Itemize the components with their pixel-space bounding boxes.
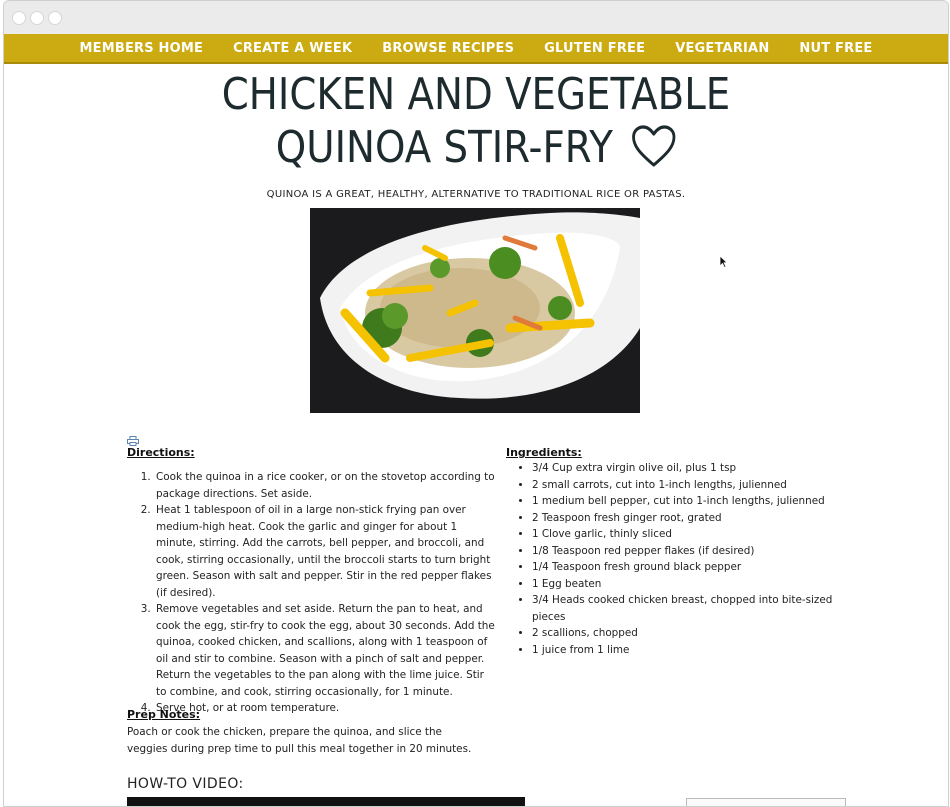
main-nav [4, 34, 948, 64]
recipe-photo [310, 208, 640, 413]
nav-create-a-week[interactable]: CREATE A WEEK [233, 40, 353, 56]
prep-notes-text: Poach or cook the chicken, prepare the quinoa, and slice the veggies during prep time to pull this meal together in 20 minutes. [127, 726, 472, 755]
ingredient-item: • 3/4 Cup extra virgin olive oil, plus 1 tsp [532, 460, 862, 477]
recipe-title [61, 68, 892, 180]
recipe-title-line1: CHICKEN AND VEGETABLE [221, 69, 731, 120]
prep-notes-heading: Prep Notes: [127, 708, 201, 721]
direction-step: 3. Remove vegetables and set aside. Return the pan to heat, and cook the egg, stir-fry to cook the egg, about 30 seconds. Add the quinoa, cooked chicken, and scallions, along with 1 teaspoon of oil and stir to combine. Season with a pinch of salt and pepper. Return the vegetables to the pan along with the lime juice. Stir to combine, and cook, stirring occasionally, for 1 minute. [154, 601, 496, 700]
print-icon[interactable] [127, 431, 139, 441]
direction-step: 4. Serve hot, or at room temperature. [154, 700, 496, 717]
how-to-video-heading: HOW-TO VIDEO: [127, 776, 244, 792]
direction-step: 2. Heat 1 tablespoon of oil in a large non-stick frying pan over medium-high heat. Cook the garlic and ginger for about 1 minute, stirring. Add the carrots, bell pepper, and broccoli, and cook, stirring occasionally, until the broccoli starts to turn bright green. Season with salt and pepper. Stir in the red pepper flakes (if desired). [154, 502, 496, 601]
ingredient-item: • 1 medium bell pepper, cut into 1-inch lengths, julienned [532, 493, 862, 510]
ingredients-heading: Ingredients: [506, 446, 582, 459]
direction-step: 1. Cook the quinoa in a rice cooker, or on the stovetop according to package directions. Set aside. [154, 469, 496, 502]
heart-icon[interactable] [630, 124, 676, 180]
directions-heading: Directions: [127, 446, 195, 459]
mouse-cursor [719, 253, 728, 272]
ingredient-item: • 1/8 Teaspoon red pepper flakes (if desired) [532, 543, 862, 560]
recipe-subtitle: QUINOA IS A GREAT, HEALTHY, ALTERNATIVE TO TRADITIONAL RICE OR PASTAS. [266, 189, 686, 200]
ingredient-item: • 2 scallions, chopped [532, 625, 862, 642]
window-minimize-button[interactable] [30, 11, 44, 25]
window-close-button[interactable] [12, 11, 26, 25]
browser-titlebar [4, 1, 948, 35]
nav-browse-recipes[interactable]: BROWSE RECIPES [382, 40, 515, 56]
ingredient-item: • 2 Teaspoon fresh ginger root, grated [532, 510, 862, 527]
sidebar-widget [686, 798, 846, 807]
nav-gluten-free[interactable]: GLUTEN FREE [544, 40, 646, 56]
ingredient-item: • 1 Clove garlic, thinly sliced [532, 526, 862, 543]
window-maximize-button[interactable] [48, 11, 62, 25]
ingredient-item: • 2 small carrots, cut into 1-inch lengths, julienned [532, 477, 862, 494]
ingredient-item: • 1 Egg beaten [532, 576, 862, 593]
nav-members-home[interactable]: MEMBERS HOME [79, 40, 204, 56]
browser-window [3, 0, 949, 807]
recipe-title-line2: QUINOA STIR-FRY [275, 122, 613, 173]
ingredient-item: • 3/4 Heads cooked chicken breast, chopped into bite-sized pieces [532, 592, 862, 625]
nav-vegetarian[interactable]: VEGETARIAN [675, 40, 770, 56]
nav-nut-free[interactable]: NUT FREE [799, 40, 873, 56]
ingredient-item: • 1 juice from 1 lime [532, 642, 862, 659]
ingredients-list [512, 460, 862, 658]
directions-list [134, 469, 496, 717]
ingredient-item: • 1/4 Teaspoon fresh ground black pepper [532, 559, 862, 576]
